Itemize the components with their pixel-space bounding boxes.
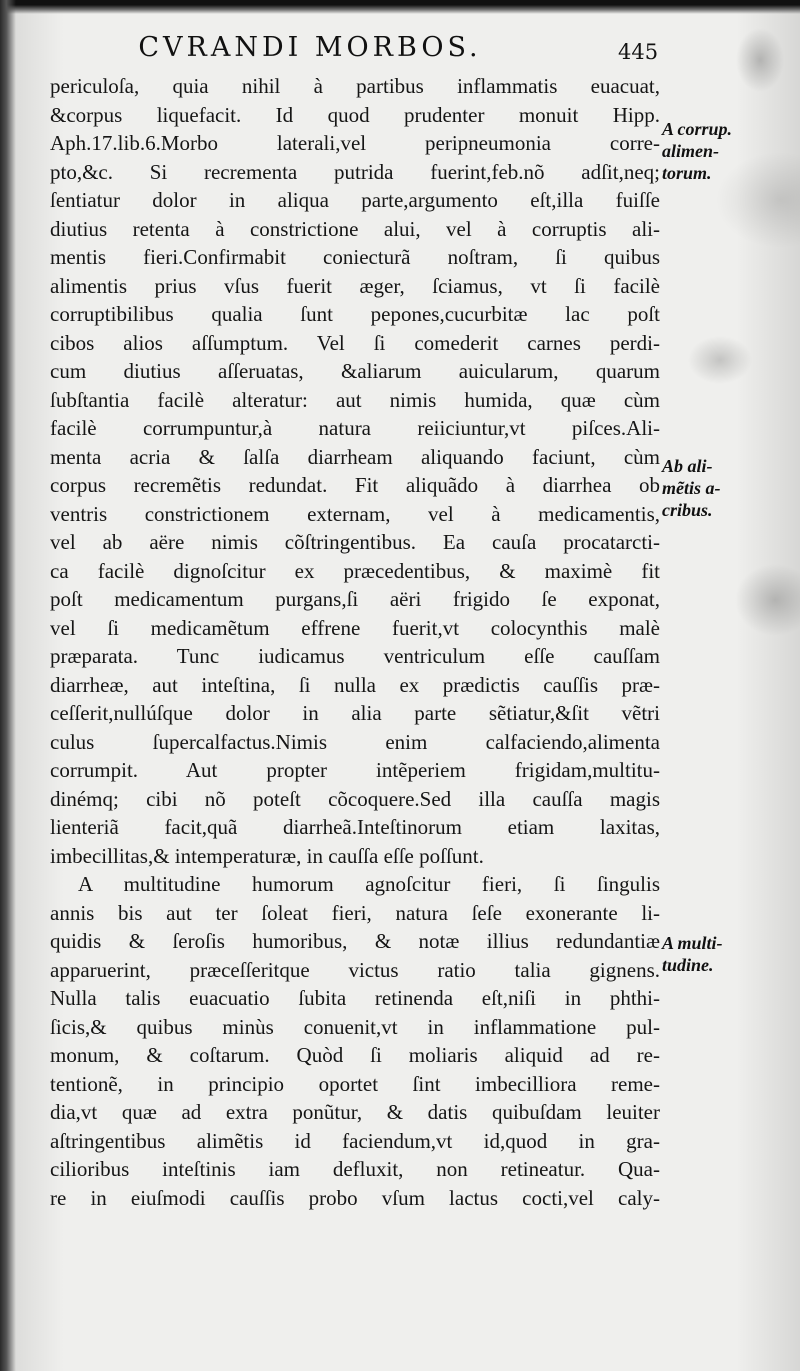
text-line: diarrheæ, aut inteſtina, ſi nulla ex prædictis cauſſis præ- <box>50 672 660 697</box>
text-line: ſubſtantia facilè alteratur: aut nimis humida, quæ cùm <box>50 387 660 412</box>
marginal-note-line: A multi- <box>662 933 723 953</box>
text-line: ſicis,& quibus minùs conuenit,vt in inflammatione pul- <box>50 1014 660 1039</box>
paragraph-start-line: A multitudine humorum agnoſcitur fieri, ſi ſingulis <box>78 872 660 896</box>
text-line: dinémq; cibi nõ poteſt cõcoquere.Sed illa cauſſa magis <box>50 786 660 811</box>
page-top-shadow <box>0 0 800 14</box>
text-line: tentionẽ, in principio oportet ſint imbecilliora reme- <box>50 1071 660 1096</box>
marginal-note-line: cribus. <box>662 500 713 520</box>
marginal-note-line: A corrup. <box>662 119 733 139</box>
page-number: 445 <box>618 40 659 64</box>
text-line: cilioribus inteſtinis iam defluxit, non retineatur. Qua- <box>50 1157 660 1181</box>
text-line: apparuerint, præceſſeritque victus ratio talia gignens. <box>50 957 660 982</box>
text-line: corpus recremẽtis redundat. Fit aliquãdo à diarrhea ob <box>50 473 660 497</box>
text-line: culus ſupercalfactus.Nimis enim calfaciendo,alimenta <box>50 729 660 754</box>
body-text <box>50 72 660 1212</box>
text-line: &corpus liquefacit. Id quod prudenter monuit Hipp. <box>50 102 660 127</box>
text-line: ſentiatur dolor in aliqua parte,argumento eſt,illa fuiſſe <box>50 188 660 212</box>
text-line: quidis & ſeroſis humoribus, & notæ illius redundantiæ <box>50 929 660 953</box>
text-line: facilè corrumpuntur,à natura reiiciuntur,vt piſces.Ali- <box>50 416 660 440</box>
text-line: poſt medicamentum purgans,ſi aëri frigido ſe exponat, <box>50 587 660 611</box>
text-line: annis bis aut ter ſoleat fieri, natura ſeſe exonerante li- <box>50 900 660 925</box>
text-line: cibos alios aſſumptum. Vel ſi comederit carnes perdi- <box>50 330 660 355</box>
marginal-note-line: Ab ali- <box>662 456 713 476</box>
marginal-note-corrupt-foods <box>662 118 798 184</box>
text-line: ventris constrictionem externam, vel à medicamentis, <box>50 501 660 526</box>
text-line: monum, & coſtarum. Quòd ſi moliaris aliquid ad re- <box>50 1043 660 1067</box>
text-line: pto,&c. Si recrementa putrida fuerint,feb.nõ adſit,neq; <box>50 159 660 184</box>
running-head: CVRANDI MORBOS. <box>138 32 482 63</box>
text-line: aſtringentibus alimẽtis id faciendum,vt id,quod in gra- <box>50 1128 660 1153</box>
marginal-note-acrid-foods <box>662 455 798 521</box>
text-line: alimentis prius vſus fuerit æger, ſciamus, vt ſi facilè <box>50 273 660 298</box>
marginal-note-line: tudine. <box>662 955 714 975</box>
text-line: Nulla talis euacuatio ſubita retinenda eſt,niſi in phthi- <box>50 986 660 1010</box>
text-line: vel ab aëre nimis cõſtringentibus. Ea cauſa procatarcti- <box>50 530 660 554</box>
text-line: periculoſa, quia nihil à partibus inflammatis euacuat, <box>50 74 660 98</box>
marginal-note-line: torum. <box>662 163 712 183</box>
text-line: ca facilè dignoſcitur ex præcedentibus, & maximè fit <box>50 558 660 583</box>
text-line: cum diutius aſſeruatas, &aliarum auicularum, quarum <box>50 359 660 383</box>
text-line: ceſſerit,nullúſque dolor in alia parte sẽtiatur,&ſit vẽtri <box>50 701 660 725</box>
text-line: lienteriã facit,quã diarrheã.Inteſtinorum etiam laxitas, <box>50 815 660 839</box>
marginal-note-line: mẽtis a- <box>662 478 721 498</box>
text-line: diutius retenta à constrictione alui, vel à corruptis ali- <box>50 216 660 241</box>
text-line: dia,vt quæ ad extra ponũtur, & datis quibuſdam leuiter <box>50 1100 660 1124</box>
paragraph-end-line: imbecillitas,& intemperaturæ, in cauſſa eſſe poſſunt. <box>50 843 484 868</box>
marginal-note-multitude <box>662 932 798 976</box>
page-gutter-shadow <box>0 0 16 1371</box>
text-line: corrumpit. Aut propter intẽperiem frigidam,multitu- <box>50 758 660 782</box>
text-line: præparata. Tunc iudicamus ventriculum eſſe cauſſam <box>50 644 660 668</box>
text-line: re in eiuſmodi cauſſis probo vſum lactus cocti,vel caly- <box>50 1185 660 1210</box>
text-line: Aph.17.lib.6.Morbo laterali,vel peripneumonia corre- <box>50 131 660 155</box>
text-line: vel ſi medicamẽtum effrene fuerit,vt colocynthis malè <box>50 615 660 640</box>
text-line: mentis fieri.Confirmabit coniecturã noſtram, ſi quibus <box>50 245 660 269</box>
text-line: menta acria & ſalſa diarrheam aliquando faciunt, cùm <box>50 444 660 469</box>
marginal-note-line: alimen- <box>662 141 719 161</box>
text-line: corruptibilibus qualia ſunt pepones,cucurbitæ lac poſt <box>50 302 660 326</box>
